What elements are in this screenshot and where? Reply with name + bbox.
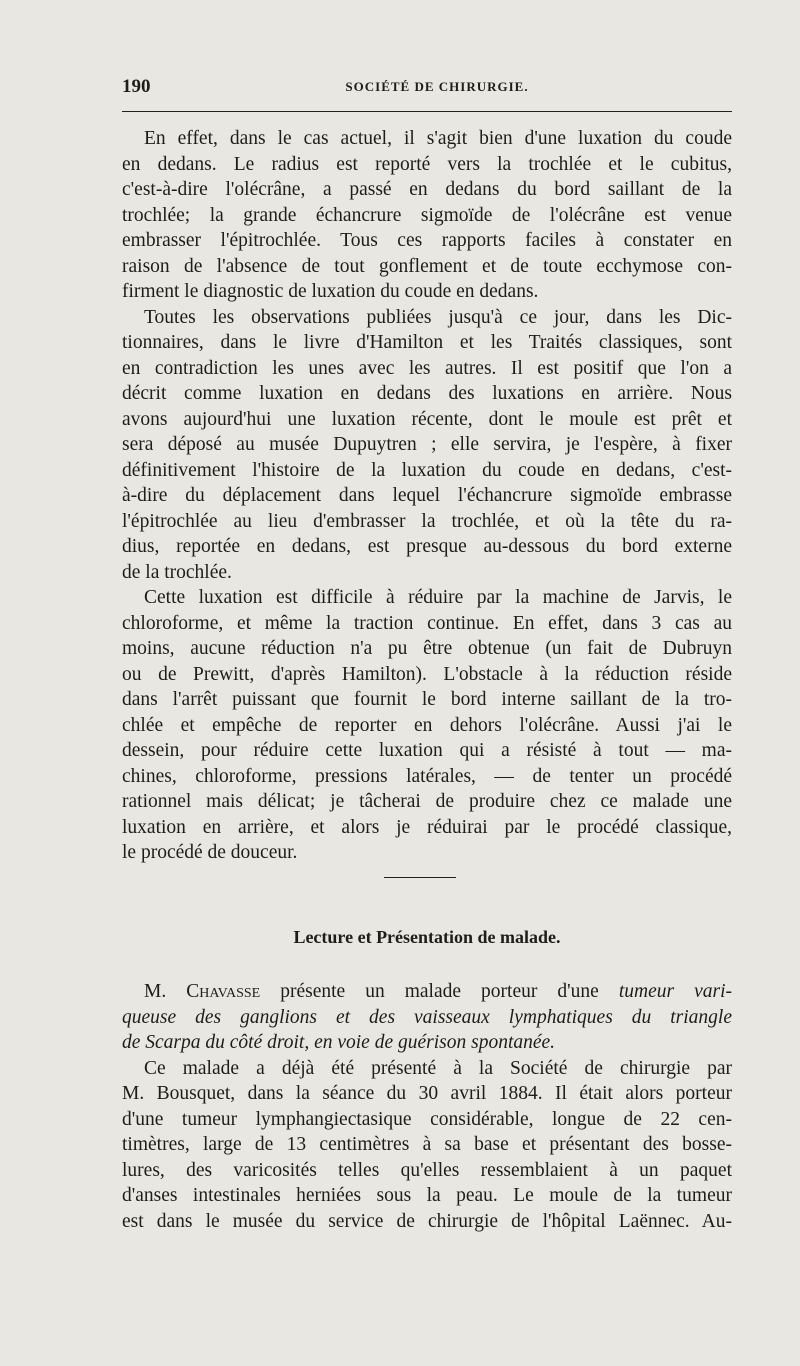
text-line: sera déposé au musée Dupuytren ; elle servira, je l'espère, à fixer — [122, 434, 732, 455]
text-line: trochlée; la grande échancrure sigmoïde de l'olécrâne est venue — [122, 204, 732, 226]
monsieur: M. — [144, 981, 187, 1002]
text-line: rationnel mais délicat; je tâcherai de produire chez ce malade une — [122, 791, 732, 812]
text-line: dessein, pour réduire cette luxation qui a résisté à tout — ma- — [122, 740, 732, 761]
italic-line: queuse des ganglions et des vaisseaux lymphatiques du triangle — [122, 1006, 732, 1028]
text-line: Toutes les observations publiées jusqu'à ce jour, dans les Dic- — [144, 306, 732, 328]
text-line: dans l'arrêt puissant que fournit le bord interne saillant de la tro- — [122, 689, 732, 710]
text-line — [122, 1005, 732, 1031]
body-text-bottom — [122, 979, 732, 1234]
text-line: d'anses intestinales herniées sous la peau. Le moule de la tumeur — [122, 1185, 732, 1206]
text-line: décrit comme luxation en dedans des luxations en arrière. Nous — [122, 383, 732, 404]
text-line: avons aujourd'hui une luxation récente, dont le moule est prêt et — [122, 408, 732, 430]
paragraph-observations — [122, 305, 732, 586]
text-line: lures, des varicosités telles qu'elles ressemblaient à un paquet — [122, 1159, 732, 1181]
text-line: firment le diagnostic de luxation du coude en dedans. — [122, 281, 539, 302]
text-line: l'épitrochlée au lieu d'embrasser la trochlée, et où la tête du ra- — [122, 510, 732, 532]
section-separator-rule — [384, 877, 456, 878]
text-line: chines, chloroforme, pressions latérales, — de tenter un procédé — [122, 765, 732, 787]
text-line: Ce malade a déjà été présenté à la Société de chirurgie par — [144, 1057, 732, 1079]
paragraph-effet — [122, 126, 732, 305]
text-fragment: présente un malade porteur d'une — [260, 981, 619, 1002]
text-line: dius, reportée en dedans, est presque au-dessous du bord externe — [122, 536, 732, 557]
text-line: à-dire du déplacement dans lequel l'échancrure sigmoïde embrasse — [122, 485, 732, 506]
text-line: ou de Prewitt, d'après Hamilton). L'obstacle à la réduction réside — [122, 663, 732, 685]
text-line: d'une tumeur lymphangiectasique considérable, longue de 22 cen- — [122, 1108, 732, 1130]
text-line: c'est-à-dire l'olécrâne, a passé en dedans du bord saillant de la — [122, 179, 732, 200]
text-line: est dans le musée du service de chirurgie de l'hôpital Laënnec. Au- — [122, 1210, 732, 1232]
text-line: M. Bousquet, dans la séance du 30 avril 1884. Il était alors porteur — [122, 1083, 732, 1104]
header-rule — [122, 111, 732, 112]
text-line: en dedans. Le radius est reporté vers la trochlée et le cubitus, — [122, 153, 732, 175]
paragraph-bousquet — [122, 1056, 732, 1235]
text-line: Cette luxation est difficile à réduire par la machine de Jarvis, le — [144, 587, 732, 608]
italic-line: de Scarpa du côté droit, en voie de guérison spontanée. — [122, 1032, 556, 1053]
text-line — [122, 1030, 732, 1056]
text-line: En effet, dans le cas actuel, il s'agit bien d'une luxation du coude — [144, 128, 732, 149]
text-line: chlée et empêche de reporter en dehors l'olécrâne. Aussi j'ai le — [122, 714, 732, 736]
paragraph-chavasse — [122, 979, 732, 1056]
running-head: SOCIÉTÉ DE CHIRURGIE. — [345, 79, 529, 94]
text-line: le procédé de douceur. — [122, 842, 298, 863]
page-header — [122, 76, 732, 100]
paragraph-reduction — [122, 585, 732, 866]
text-line: chloroforme, et même la traction continue. En effet, dans 3 cas au — [122, 612, 732, 634]
text-line: embrasser l'épitrochlée. Tous ces rapports faciles à constater en — [122, 230, 732, 251]
text-line: raison de l'absence de tout gonflement et de toute ecchymose con- — [122, 255, 732, 277]
page-number: 190 — [122, 76, 151, 97]
text-line: en contradiction les unes avec les autres. Il est positif que l'on a — [122, 357, 732, 379]
text-line: moins, aucune réduction n'a pu être obtenue (un fait de Dubruyn — [122, 638, 732, 659]
body-text-top — [122, 126, 732, 866]
text-line: tionnaires, dans le livre d'Hamilton et les Traités classiques, sont — [122, 332, 732, 353]
text-line — [122, 979, 732, 1005]
italic-fragment: tumeur vari- — [618, 981, 732, 1002]
text-line: définitivement l'histoire de la luxation du coude en dedans, c'est- — [122, 459, 732, 481]
text-line: timètres, large de 13 centimètres à sa base et présentant des bosse- — [122, 1134, 732, 1155]
text-line: luxation en arrière, et alors je réduirai par le procédé classique, — [122, 816, 732, 838]
author-name: Chavasse — [186, 981, 261, 1002]
text-line: de la trochlée. — [122, 561, 232, 583]
section-title: Lecture et Présentation de malade. — [293, 927, 561, 947]
